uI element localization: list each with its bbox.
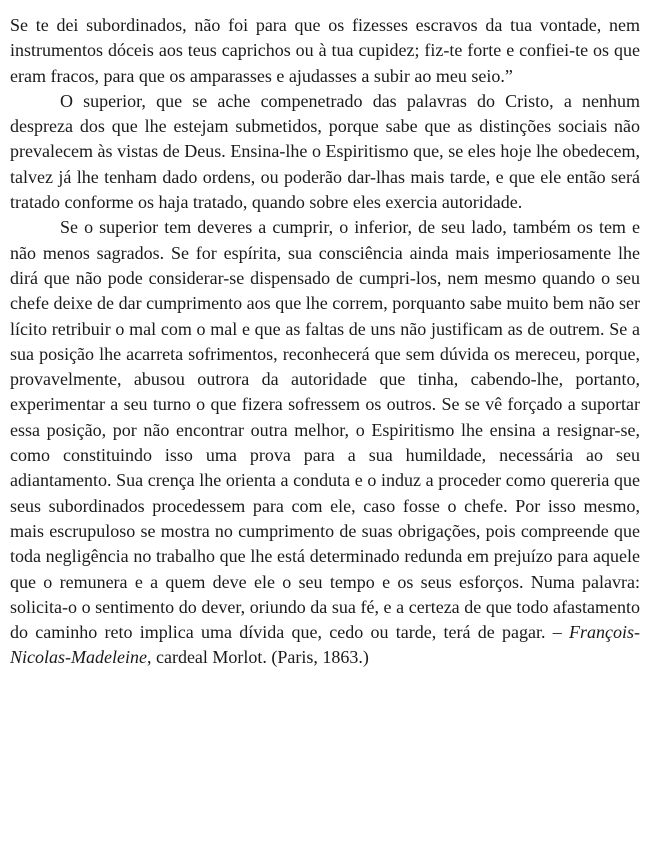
paragraph-inferior-text: Se o superior tem deveres a cumprir, o inferior, de seu lado, também os tem e não menos sagrados. Se for espírita, sua consciência ainda mais imperiosamente lhe dirá que não pode considerar-se dispensado de cumpri-los, nem mesmo quando o seu chefe deixe de dar cumprimento aos que lhe correm, porquanto sabe muito bem não ser lícito retribuir o mal com o mal e que as faltas de uns não justificam as de outrem. Se a sua posição lhe acarreta sofrimentos, reconhecerá que sem dúvida os mereceu, porque, provavelmente, abusou outrora da autoridade que tinha, cabendo-lhe, portanto, experimentar a seu turno o que fizera sofressem os outros. Se se vê forçado a suportar essa posição, por não encontrar outra melhor, o Espiritismo lhe ensina a resignar-se, como constituindo isso uma prova para a sua humildade, necessária ao seu adiantamento. Sua crença lhe orienta a conduta e o induz a proceder como quereria que seus subordinados procedessem para com ele, caso fosse o chefe. Por isso mesmo, mais escrupuloso se mostra no cumprimento de suas obrigações, pois compreende que toda negligência no trabalho que lhe está determinado redunda em prejuízo para aquele que o remunera e a quem deve ele o seu tempo e os seus esforços. Numa palavra: solicita-o o sentimento do dever, oriundo da sua fé, e a certeza de que todo afastamento do caminho reto implica uma dívida que, cedo ou tarde, terá de pagar. – [10, 217, 640, 643]
paragraph-superior: O superior, que se ache compenetrado das palavras do Cristo, a nenhum despreza dos que lhe estejam submetidos, porque sabe que as distinções sociais não prevalecem às vistas de Deus. Ensina-lhe o Espiritismo que, se eles hoje lhe obedecem, talvez já lhe tenham dado ordens, ou poderão dar-lhas mais tarde, e que ele então será tratado conforme os haja tratado, quando sobre eles exercia autoridade. [10, 90, 640, 213]
paragraph-inferior [10, 215, 640, 670]
author-name: François-Nicolas-Madeleine [10, 622, 640, 668]
signature-rest: , cardeal Morlot. (Paris, 1863.) [146, 647, 369, 668]
paragraph-quote-ending: Se te dei subordinados, não foi para que os fizesses escravos da tua vontade, nem instrumentos dóceis aos teus caprichos ou à tua cupidez; fiz-te forte e confiei-te os que eram fracos, para que os amparasses e ajudasses a subir ao meu seio.” [10, 15, 640, 86]
document-page [10, 13, 640, 671]
